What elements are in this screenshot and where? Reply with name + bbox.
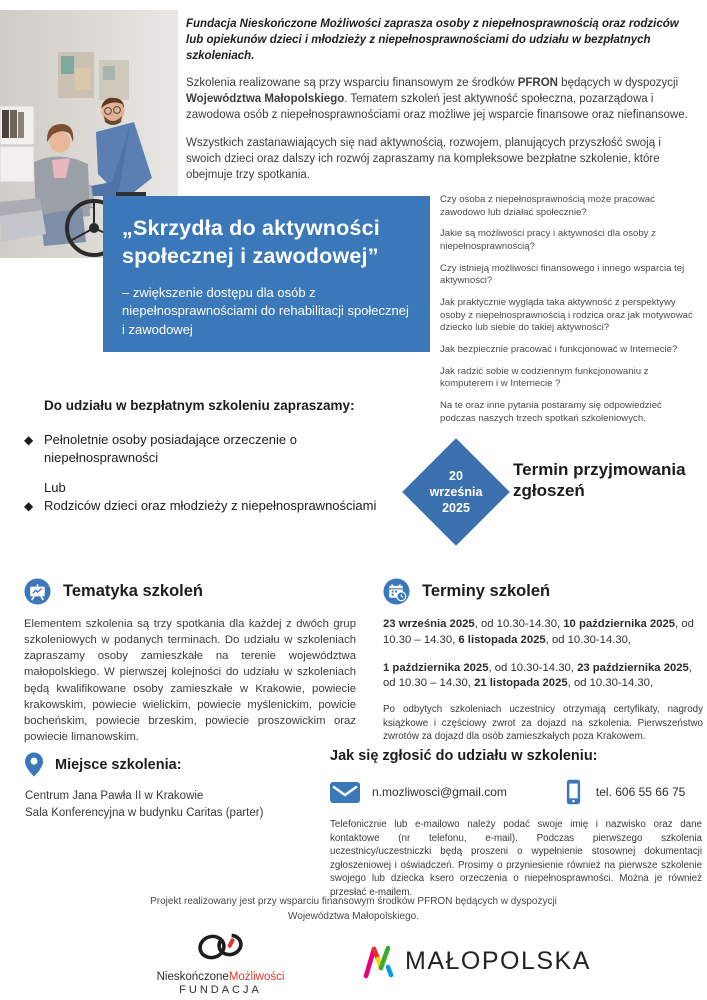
invite-section xyxy=(24,398,386,515)
venue-section xyxy=(25,752,325,823)
invite-heading: Do udziału w bezpłatnym szkoleniu zapraszamy: xyxy=(44,398,355,413)
malopolska-wordmark: MAŁOPOLSKA xyxy=(405,946,591,975)
foundation-name xyxy=(138,971,303,983)
invite-or-label: Lub xyxy=(44,480,66,496)
topics-body: Elementem szkolenia są trzy spotkania dla każdej z dwóch grup szkoleniowych w podanych terminach. Do udziału w szkoleniach zapraszamy osoby zamieszkałe na terenie województwa małopolskiego. W pierwszej kolejności do udziału w szkoleniach będą kwalifikowane osoby zamieszkałe w Krakowie, powiecie krakowskim, powiecie wielickim, powiecie myślenickim, powicie bocheńskim, powiecie brzeskim, powiecie proszowickim oraz powiecie limanowskim. xyxy=(24,618,356,743)
signup-heading: Jak się zgłosić do udziału w szkoleniu: xyxy=(330,748,598,764)
dates-header xyxy=(383,578,703,605)
malopolska-logo xyxy=(362,942,591,980)
email-address: n.mozliwosci@gmail.com xyxy=(372,785,507,799)
phone-wrap xyxy=(565,779,685,805)
deadline-day: 20 xyxy=(449,469,463,483)
project-title: „Skrzydła do aktywności społecznej i zawodowej” xyxy=(122,216,380,268)
questions-closing: Na te oraz inne pytania postaramy się odpowiedzieć podczas naszych trzech spotkań szkoleniowych. xyxy=(440,399,662,424)
question-item: Czy osoba z niepełnosprawnością może pracować zawodowo lub działać społecznie? xyxy=(440,194,655,218)
mountain-m-logo xyxy=(362,942,394,980)
contact-row xyxy=(330,779,702,805)
venue-address xyxy=(25,788,325,823)
question-item: Jak bezpiecznie pracować i funkcjonować w Internecie? xyxy=(440,343,678,355)
envelope-icon xyxy=(330,782,360,803)
footer-funding-note xyxy=(0,895,707,924)
venue-header xyxy=(25,752,325,777)
diamond-bullet-icon: ◆ xyxy=(24,433,34,447)
infinity-logo xyxy=(192,930,250,964)
signup-section xyxy=(330,748,702,899)
calendar-clock-icon xyxy=(383,578,410,605)
deadline-date xyxy=(394,458,518,526)
deadline-year: 2025 xyxy=(442,501,470,515)
whiteboard-chart-icon xyxy=(24,578,51,605)
foundation-logo xyxy=(138,930,303,996)
invite-bullet-parents xyxy=(24,497,386,515)
signup-note: Telefonicznie lub e-mailowo należy podać swoje imię i nazwisko oraz dane kontaktowe (nr telefonu, e-mail). Podczas pierwszego szkolenia uczestnicy/uczestniczki będą proszeni o wypełnienie stosownej dokumentacji zgłoszeniowej i oświadczeń. Prosimy o przyniesienie również na pierwsze szkolenie swojego lub dziecka ksero orzeczenia o niepełnosprawności. Można je również przesłać e-mailem. xyxy=(330,819,702,898)
venue-line-2: Sala Konferencyjna w budynku Caritas (parter) xyxy=(25,807,264,820)
deadline-label: Termin przyjmowania zgłoszeń xyxy=(513,460,686,501)
venue-line-1: Centrum Jana Pawła II w Krakowie xyxy=(25,790,204,802)
phone-number: tel. 606 55 66 75 xyxy=(595,785,686,799)
dates-group-1: 23 września 2025, od 10.30-14.30, 10 października 2025, od 10.30 – 14.30, 6 listopada 2025, od 10.30-14.30, xyxy=(383,618,694,646)
foundation-name-part1: Nieskończone xyxy=(156,971,229,983)
foundation-name-part2: Możliwości xyxy=(228,971,285,983)
dates-section xyxy=(383,578,703,743)
footer-line-1: Projekt realizowany jest przy wsparciu finansowym środków PFRON będących w dyspozycji xyxy=(150,896,557,907)
smartphone-icon xyxy=(565,779,582,805)
venue-heading: Miejsce szkolenia: xyxy=(55,756,182,773)
question-item: Jak radzić sobie w codziennym funkcjonowaniu z komputerem i w Internecie ? xyxy=(440,365,649,390)
diamond-bullet-icon: ◆ xyxy=(24,499,34,514)
intro-paragraph-funding: Szkolenia realizowane są przy wsparciu finansowym ze środków PFRON będących w dyspozycji Województwa Małopolskiego. Tematem szkoleń jest aktywność społeczna, pozarządowa i zawodowa osób z niepełnosprawnościami oraz możliwe jej wsparcie finansowe oraz niefinansowe. xyxy=(186,77,688,122)
invite-bullet-adults xyxy=(24,431,386,466)
dates-note: Po odbytych szkoleniach uczestnicy otrzymają certyfikaty, nagrody książkowe i częściowy zwrot za dojazd na szkolenia. Pierwszeństwo zwrotów za dojazd dla osób zamieszkałych poza Krakowem. xyxy=(383,704,703,742)
project-subtitle: – zwiększenie dostępu dla osób z niepełnosprawnościami do rehabilitacji społecznej i zawodowej xyxy=(122,284,409,337)
foundation-subtitle: FUNDACJA xyxy=(179,984,262,996)
intro-section xyxy=(186,16,693,194)
questions-list xyxy=(440,194,698,425)
dates-heading: Terminy szkoleń xyxy=(422,582,551,600)
invite-bullet-text: Rodziców dzieci oraz młodzieży z niepełnosprawnościami xyxy=(44,498,377,514)
intro-paragraph-invite: Wszystkich zastanawiających się nad aktywnością, rozwojem, planujących przyszłość swoją i swoich dzieci oraz dalszy ich rozwój zapraszamy na kompleksowe bezpłatne szkolenie, które obejmuje trzy spotkania. xyxy=(186,136,661,181)
invite-bullet-text: Pełnoletnie osoby posiadające orzeczenie o niepełnosprawności xyxy=(44,432,297,465)
map-pin-icon xyxy=(25,752,43,777)
intro-lead: Fundacja Nieskończone Możliwości zaprasza osoby z niepełnosprawnością oraz rodziców lub opiekunów dzieci i młodzieży z niepełnosprawnościami do udziału w bezpłatnych szkoleniach. xyxy=(186,18,679,63)
topics-header xyxy=(24,578,356,605)
question-item: Jak praktycznie wygląda taka aktywność z perspektywy osoby z niepełnosprawnością i rodzica oraz jak motywować dziecko lub siebie do takiej aktywności? xyxy=(440,296,693,334)
deadline-month: września xyxy=(429,485,483,499)
question-item: Jakie są możliwości pracy i aktywności dla osoby z niepełnosprawnością? xyxy=(440,228,656,252)
question-item: Czy istnieją możliwości finansowego i innego wsparcia tej aktywności? xyxy=(440,262,685,287)
topics-heading: Tematyka szkoleń xyxy=(63,582,204,600)
dates-group-2: 1 października 2025, od 10.30-14.30, 23 października 2025, od 10.30 – 14.30, 21 listopada 2025, od 10.30-14.30, xyxy=(383,661,692,690)
project-title-box xyxy=(103,196,430,352)
topics-section xyxy=(24,578,356,745)
footer-line-2: Województwa Małopolskiego. xyxy=(288,910,419,922)
